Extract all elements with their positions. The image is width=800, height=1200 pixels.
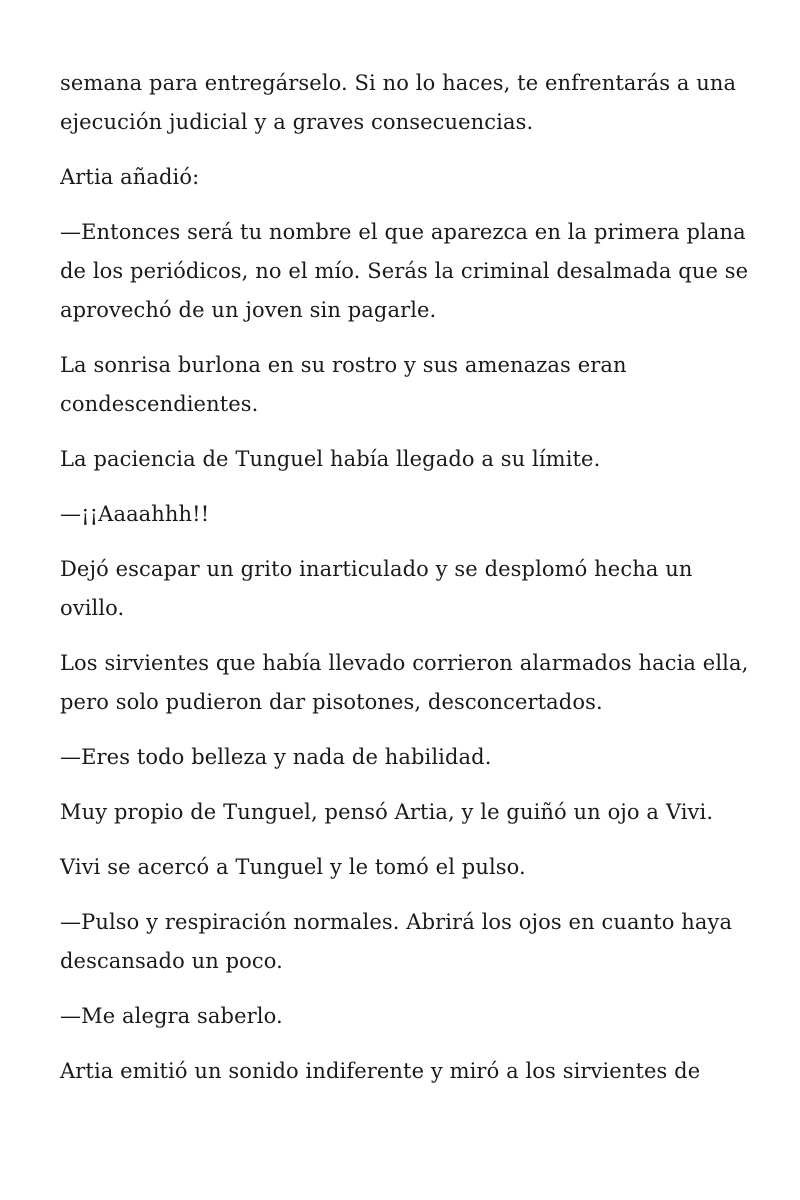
paragraph: La sonrisa burlona en su rostro y sus amenazas eran condescendientes. — [60, 353, 627, 416]
paragraph: —Me alegra saberlo. — [60, 1004, 283, 1028]
paragraph: —¡¡Aaaahhh!! — [60, 502, 210, 526]
paragraph: Vivi se acercó a Tunguel y le tomó el pulso. — [60, 855, 526, 879]
document-page — [60, 64, 750, 1107]
paragraph: Muy propio de Tunguel, pensó Artia, y le guiñó un ojo a Vivi. — [60, 800, 714, 824]
paragraph: Artia emitió un sonido indiferente y miró a los sirvientes de — [60, 1059, 701, 1083]
paragraph: Dejó escapar un grito inarticulado y se desplomó hecha un ovillo. — [60, 557, 693, 620]
paragraph: La paciencia de Tunguel había llegado a su límite. — [60, 447, 601, 471]
paragraph: —Entonces será tu nombre el que aparezca en la primera plana de los periódicos, no el mío. Serás la criminal desalmada que se aprovechó de un joven sin pagarle. — [60, 220, 749, 322]
paragraph: —Pulso y respiración normales. Abrirá los ojos en cuanto haya descansado un poco. — [60, 910, 733, 973]
paragraph: semana para entregárselo. Si no lo haces, te enfrentarás a una ejecución judicial y a graves consecuencias. — [60, 71, 737, 134]
paragraph: —Eres todo belleza y nada de habilidad. — [60, 745, 492, 769]
paragraph: Artia añadió: — [60, 165, 200, 189]
paragraph: Los sirvientes que había llevado corrieron alarmados hacia ella, pero solo pudieron dar pisotones, desconcertados. — [60, 651, 749, 714]
